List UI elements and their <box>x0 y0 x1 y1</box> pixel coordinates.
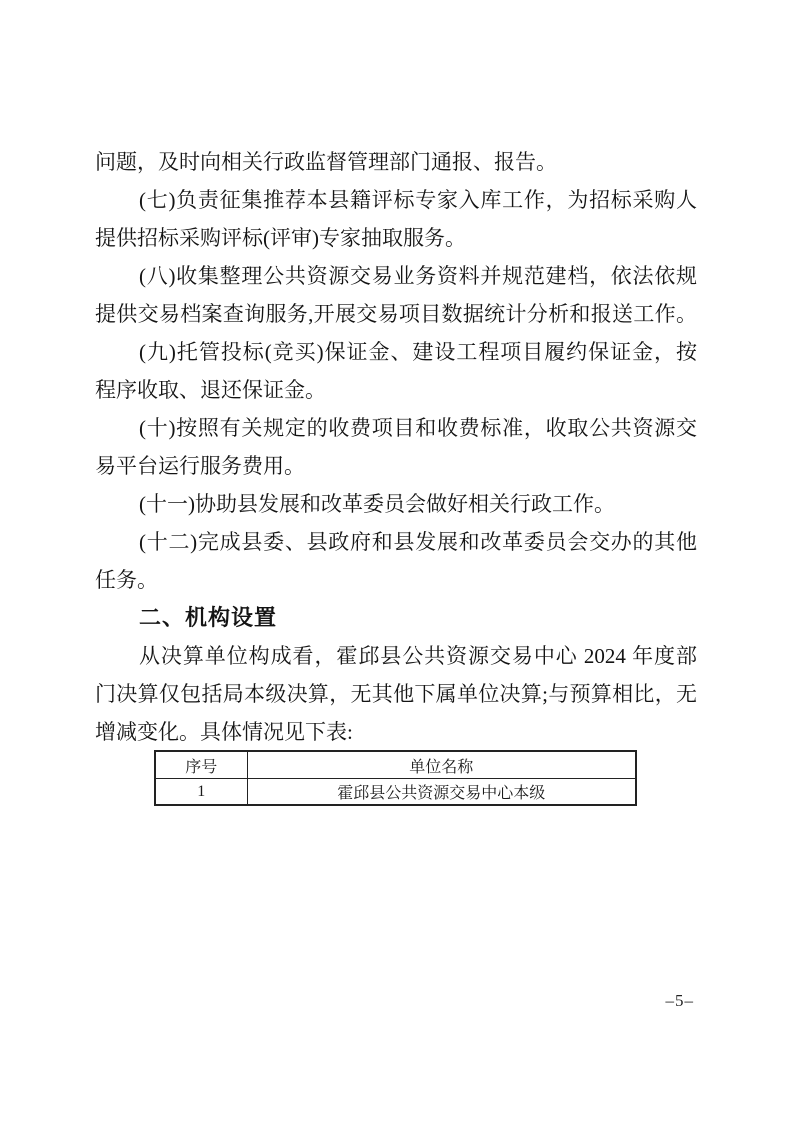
table-cell-index: 1 <box>155 779 247 806</box>
text-line: 增减变化。具体情况见下表: <box>95 720 353 744</box>
table-header-row <box>155 751 636 779</box>
text-line: 从决算单位构成看，霍邱县公共资源交易中心 2024 年度部 <box>139 644 697 668</box>
text-line: 提供交易档案查询服务,开展交易项目数据统计分析和报送工作。 <box>95 302 697 326</box>
text-line: (七)负责征集推荐本县籍评标专家入库工作，为招标采购人 <box>139 188 697 212</box>
text-line: (十)按照有关规定的收费项目和收费标准，收取公共资源交 <box>139 416 697 440</box>
text-line: 任务。 <box>95 568 158 592</box>
text-line: 门决算仅包括局本级决算，无其他下属单位决算;与预算相比，无 <box>95 682 697 706</box>
table-header-cell-name: 单位名称 <box>247 751 636 779</box>
page-number: –5– <box>665 991 694 1010</box>
org-units-table <box>154 750 637 806</box>
text-line: 程序收取、退还保证金。 <box>95 378 326 402</box>
text-line: 易平台运行服务费用。 <box>95 454 305 478</box>
text-line: (八)收集整理公共资源交易业务资料并规范建档，依法依规 <box>139 264 697 288</box>
text-line: (十一)协助县发展和改革委员会做好相关行政工作。 <box>139 492 615 516</box>
section-heading: 二、机构设置 <box>139 605 278 630</box>
table-cell-name: 霍邱县公共资源交易中心本级 <box>247 779 636 806</box>
table-row <box>155 779 636 806</box>
table-header-cell-index: 序号 <box>155 751 247 779</box>
text-line: 问题，及时向相关行政监督管理部门通报、报告。 <box>95 150 557 174</box>
text-line: (九)托管投标(竞买)保证金、建设工程项目履约保证金，按 <box>139 340 697 364</box>
text-line: 提供招标采购评标(评审)专家抽取服务。 <box>95 226 466 250</box>
document-body <box>95 143 697 751</box>
text-line: (十二)完成县委、县政府和县发展和改革委员会交办的其他 <box>139 530 697 554</box>
